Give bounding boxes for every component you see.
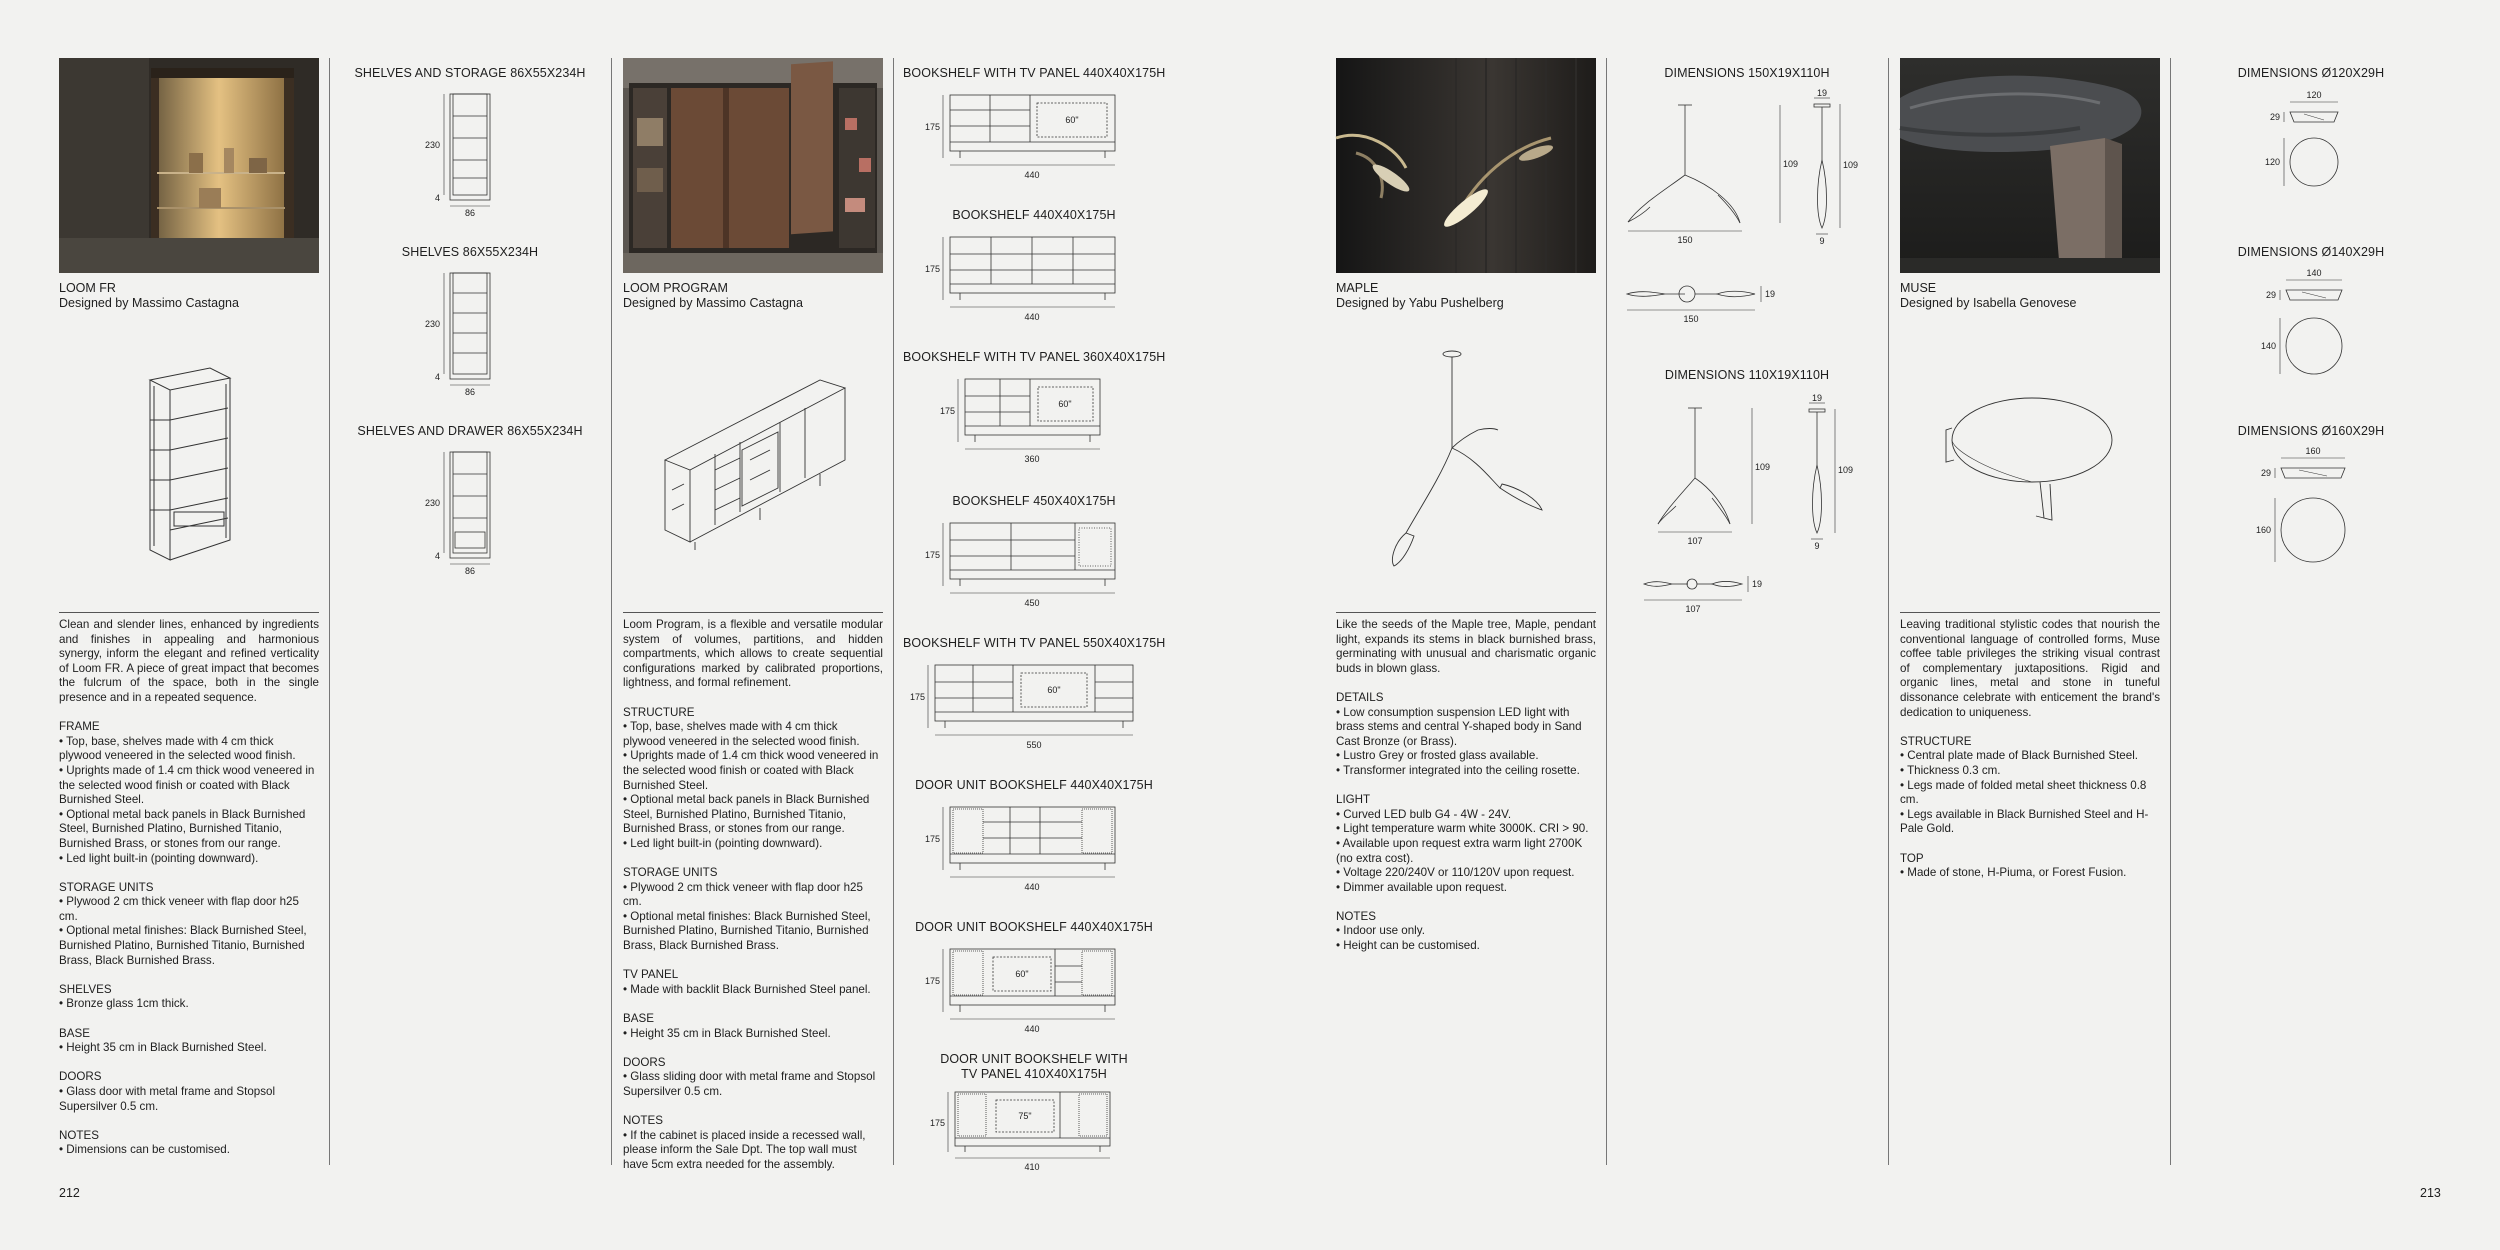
height-label: 109 [1755,462,1771,472]
list-item: • Optional metal back panels in Black Burnished Steel, Burnished Platino, Burnished Titanio, Burnished Brass, or stones from our range. [623,793,870,836]
list-item: • Legs made of folded metal sheet thickness 0.8 cm. [1900,778,2147,807]
width-label: 450 [1024,598,1040,608]
shelves-drawer-diagram [410,448,510,578]
diagram-title: SHELVES 86X55X234H [401,245,539,259]
maple-photo [1336,58,1596,273]
height-label: 109 [1838,465,1854,475]
product-designer: Designed by Massimo Castagna [623,296,803,310]
tv-size-label: 60" [1015,969,1029,979]
maple-150-front-diagram [1620,95,1799,245]
maple-150-side-diagram [1800,90,1860,245]
shelves-diagram [410,269,510,399]
diagram-title-line: DOOR UNIT BOOKSHELF WITH [940,1052,1128,1066]
height-label: 230 [424,498,440,508]
list-item: • Plywood 2 cm thick veneer with flap door h25 cm. [59,895,299,923]
width-label: 150 [1677,235,1693,245]
section-title: NOTES [59,1128,99,1142]
section-title: STORAGE UNITS [623,866,718,880]
notes-section [1336,910,1596,954]
list-item: • Indoor use only. [1336,924,1425,938]
page-number-left: 212 [59,1186,80,1200]
width-label: 86 [464,387,476,397]
notes-section [59,1129,319,1158]
base-list [59,1041,319,1056]
storage-list [623,881,883,954]
shelves-storage-diagram [410,90,510,220]
door-unit-tv-440-diagram [915,944,1115,1040]
section-title: LIGHT [1336,793,1371,807]
width-label: 120 [2306,90,2322,100]
list-item: • Lustro Grey or frosted glass available. [1336,749,1539,763]
plan-width-label: 107 [1685,604,1701,614]
list-item: • Made with backlit Black Burnished Steel panel. [623,982,871,996]
list-item: • Transformer integrated into the ceiling rosette. [1336,763,1580,777]
column-divider [893,58,894,1165]
notes-section [623,1114,883,1172]
list-item: • Made of stone, H-Piuma, or Forest Fusion. [1900,866,2127,880]
maple-description [1336,618,1596,968]
height-label: 175 [924,834,940,844]
section-title: DOORS [59,1070,102,1084]
maple-110-side-diagram [1795,395,1855,550]
base-label: 4 [434,372,440,382]
product-name: MUSE [1900,281,1937,295]
muse-description [1900,618,2160,895]
loom-program-description [623,618,883,1187]
list-item: • Uprights made of 1.4 cm thick wood veneered in the selected wood finish or coated with Black Burnished Steel. [623,749,879,792]
width-label: 360 [1024,454,1040,464]
height-label: 175 [909,692,925,702]
tv-size-label: 60" [1065,115,1079,125]
height-label: 175 [924,264,940,274]
shelves-list [59,997,319,1012]
section-rule [1900,612,2160,613]
width-label: 440 [1024,170,1040,180]
section-title: FRAME [59,720,100,734]
maple-caption [1336,281,1596,311]
structure-list [1900,749,2160,837]
column-divider [2170,58,2171,1165]
height-label: 29 [2269,112,2280,122]
top-label: 19 [1811,393,1823,403]
door-unit-tv-410-diagram [920,1088,1120,1184]
column-divider [1606,58,1607,1165]
muse-photo [1900,58,2160,273]
light-list [1336,808,1596,896]
list-item: • Dimmer available upon request. [1336,880,1507,894]
diameter-label: 120 [2264,157,2280,167]
list-item: • Uprights made of 1.4 cm thick wood veneered in the selected wood finish or coated with Black Burnished Steel. [59,763,315,807]
diagram-title [903,1052,1165,1082]
column-divider [611,58,612,1165]
intro-paragraph: Like the seeds of the Maple tree, Maple, pendant light, expands its stems in black burnished brass, germinating with unusual and charismatic organic buds in blown glass. [1336,618,1596,675]
shelves-section [59,983,319,1012]
list-item: • Top, base, shelves made with 4 cm thick plywood veneered in the selected wood finish. [623,720,860,748]
tv-panel-section [623,968,883,997]
light-section [1336,793,1596,895]
list-item: • If the cabinet is placed inside a recessed wall, please inform the Sale Dpt. The top wall must have 5cm extra needed for the assembly. [623,1128,866,1171]
list-item: • Bronze glass 1cm thick. [59,997,189,1011]
loom-fr-caption [59,281,319,311]
loom-program-photo [623,58,883,273]
notes-list [59,1143,319,1158]
notes-list [1336,924,1596,953]
section-rule [59,612,319,613]
list-item: • Thickness 0.3 cm. [1900,763,2001,777]
product-name: LOOM PROGRAM [623,281,728,295]
structure-list [623,720,883,851]
door-unit-440-diagram [915,802,1115,898]
bookshelf-tv-440-diagram [915,90,1115,186]
storage-list [59,895,319,968]
doors-list [623,1070,883,1099]
diagram-title: BOOKSHELF 440X40X175H [952,208,1116,222]
muse-sketch [1940,390,2120,530]
section-title: STORAGE UNITS [59,880,154,894]
height-label: 109 [1783,159,1799,169]
section-title: DOORS [623,1055,666,1069]
list-item: • Height 35 cm in Black Burnished Steel. [623,1026,831,1040]
height-label: 175 [939,406,955,416]
width-label: 86 [464,208,476,218]
diagram-title: DIMENSIONS 110X19X110H [1664,368,1830,382]
bookshelf-tv-550-diagram [905,660,1135,756]
details-section [1336,691,1596,779]
diagram-title: DIMENSIONS Ø120X29H [2237,66,2385,80]
width-label: 107 [1687,536,1703,546]
bookshelf-440-diagram [915,232,1115,328]
list-item: • Legs available in Black Burnished Steel and H-Pale Gold. [1900,807,2149,836]
list-item: • Height can be customised. [1336,939,1480,953]
side-width-label: 9 [1819,236,1825,246]
intro-paragraph: Leaving traditional stylistic codes that nourish the conventional language of controlled forms, Muse coffee table privileges the striking visual contrast of complementary juxtapositions. Rigid and organic lines, metal and stone in tuneful dissonance celebrate with enticement the brand's dedication to uniqueness. [1900,618,2160,719]
base-label: 4 [434,193,440,203]
base-section [59,1027,319,1056]
storage-section [623,866,883,954]
diagram-title: DOOR UNIT BOOKSHELF 440X40X175H [915,778,1153,792]
tv-panel-list [623,983,883,998]
height-label: 175 [924,976,940,986]
diagram-title-line: TV PANEL 410X40X175H [961,1067,1107,1081]
width-label: 440 [1024,312,1040,322]
list-item: • Low consumption suspension LED light with brass stems and central Y-shaped body in Sand Cast Bronze (or Brass). [1336,705,1582,748]
list-item: • Optional metal finishes: Black Burnished Steel, Burnished Platino, Burnished Titanio, Burnished Brass, Black Burnished Brass. [623,909,871,953]
base-label: 4 [434,551,440,561]
list-item: • Curved LED bulb G4 - 4W - 24V. [1336,807,1512,821]
diagram-title: SHELVES AND DRAWER 86X55X234H [357,424,583,438]
width-label: 160 [2305,446,2321,456]
list-item: • Available upon request extra warm light 2700K (no extra cost). [1336,836,1583,865]
diameter-label: 160 [2255,525,2271,535]
tv-size-label: 75" [1018,1111,1032,1121]
diagram-title: DOOR UNIT BOOKSHELF 440X40X175H [915,920,1153,934]
loom-program-sketch [660,370,850,550]
diagram-title: BOOKSHELF WITH TV PANEL 360X40X175H [903,350,1166,364]
height-label: 230 [424,140,440,150]
list-item: • Voltage 220/240V or 110/120V upon request. [1336,866,1575,880]
product-designer: Designed by Yabu Pushelberg [1336,296,1504,310]
width-label: 550 [1026,740,1042,750]
muse-140-diagram [2258,268,2372,388]
list-item: • Optional metal finishes: Black Burnished Steel, Burnished Platino, Burnished Titanio, Burnished Brass, Black Burnished Brass. [59,924,307,967]
side-width-label: 9 [1814,541,1820,551]
loom-program-caption [623,281,883,311]
frame-list [59,735,319,866]
section-title: TOP [1900,851,1924,865]
diagram-title: SHELVES AND STORAGE 86X55X234H [354,66,586,80]
maple-sketch [1380,348,1550,573]
structure-section [1900,735,2160,837]
diagram-title: DIMENSIONS 150X19X110H [1664,66,1830,80]
notes-list [623,1129,883,1173]
height-label: 29 [2265,290,2276,300]
diagram-title: BOOKSHELF WITH TV PANEL 550X40X175H [903,636,1166,650]
list-item: • Height 35 cm in Black Burnished Steel. [59,1041,267,1055]
loom-fr-sketch [140,360,240,560]
base-section [623,1012,883,1041]
list-item: • Plywood 2 cm thick veneer with flap door h25 cm. [623,880,863,909]
top-section [1900,852,2160,881]
section-rule [623,612,883,613]
list-item: • Top, base, shelves made with 4 cm thick plywood veneered in the selected wood finish. [59,734,296,763]
base-list [623,1027,883,1042]
section-title: NOTES [623,1114,663,1128]
section-title: BASE [623,1012,654,1026]
plan-width-label: 150 [1683,314,1699,324]
muse-120-diagram [2260,90,2370,200]
plan-depth-label: 19 [1765,289,1776,299]
frame-section [59,720,319,866]
product-designer: Designed by Isabella Genovese [1900,296,2077,310]
storage-section [59,881,319,969]
diameter-label: 140 [2260,341,2276,351]
diagram-title: DIMENSIONS Ø160X29H [2237,424,2385,438]
list-item: • Dimensions can be customised. [59,1143,230,1157]
loom-fr-description [59,618,319,1173]
maple-110-plan-diagram [1642,570,1772,615]
doors-section [623,1056,883,1100]
product-designer: Designed by Massimo Castagna [59,296,239,310]
product-name: MAPLE [1336,281,1379,295]
section-title: NOTES [1336,909,1376,923]
loom-fr-photo [59,58,319,273]
tv-size-label: 60" [1058,399,1072,409]
width-label: 440 [1024,882,1040,892]
list-item: • Central plate made of Black Burnished Steel. [1900,749,2138,763]
diagram-title: BOOKSHELF 450X40X175H [952,494,1116,508]
page-number-right: 213 [2420,1186,2441,1200]
intro-paragraph: Clean and slender lines, enhanced by ingredients and finishes in appealing and harmonious synergy, inform the elegant and refined verticality of Loom FR. A piece of great impact that becomes the fulcrum of the space, both in the single presence and in a repeated sequence. [59,618,319,704]
top-label: 19 [1816,88,1828,98]
height-label: 175 [924,550,940,560]
section-title: DETAILS [1336,690,1384,704]
bookshelf-450-diagram [915,518,1115,614]
doors-list [59,1085,319,1114]
muse-160-diagram [2255,446,2375,576]
column-divider [329,58,330,1165]
intro-paragraph: Loom Program, is a flexible and versatile modular system of volumes, partitions, and hidden compartments, which allows to create sequential configurations marked by calibrated proportions, lightness, and formal refinement. [623,618,883,690]
list-item: • Light temperature warm white 3000K. CRI > 90. [1336,822,1589,836]
structure-section [623,706,883,852]
column-divider [1888,58,1889,1165]
height-label: 29 [2260,468,2271,478]
diagram-title: BOOKSHELF WITH TV PANEL 440X40X175H [903,66,1166,80]
section-title: TV PANEL [623,968,679,982]
section-title: STRUCTURE [623,705,695,719]
height-label: 109 [1843,160,1859,170]
height-label: 230 [424,319,440,329]
maple-110-front-diagram [1640,398,1770,548]
top-list [1900,866,2160,881]
list-item: • Led light built-in (pointing downward). [59,851,259,865]
maple-150-plan-diagram [1625,280,1785,325]
section-title: STRUCTURE [1900,734,1972,748]
section-rule [1336,612,1596,613]
plan-depth-label: 19 [1752,579,1763,589]
muse-caption [1900,281,2160,311]
width-label: 140 [2306,268,2322,278]
tv-size-label: 60" [1047,685,1061,695]
list-item: • Led light built-in (pointing downward). [623,836,823,850]
height-label: 175 [929,1118,945,1128]
width-label: 86 [464,566,476,576]
width-label: 440 [1024,1024,1040,1034]
list-item: • Glass door with metal frame and Stopsol Supersilver 0.5 cm. [59,1085,276,1113]
list-item: • Glass sliding door with metal frame and Stopsol Supersilver 0.5 cm. [623,1070,876,1098]
bookshelf-tv-360-diagram [930,374,1110,470]
product-name: LOOM FR [59,281,116,295]
diagram-title: DIMENSIONS Ø140X29H [2237,245,2385,259]
height-label: 175 [924,122,940,132]
section-title: SHELVES [59,982,112,996]
list-item: • Optional metal back panels in Black Burnished Steel, Burnished Platino, Burnished Titanio, Burnished Brass, or stones from our range. [59,807,306,850]
details-list [1336,706,1596,779]
doors-section [59,1070,319,1114]
width-label: 410 [1024,1162,1040,1172]
section-title: BASE [59,1026,90,1040]
